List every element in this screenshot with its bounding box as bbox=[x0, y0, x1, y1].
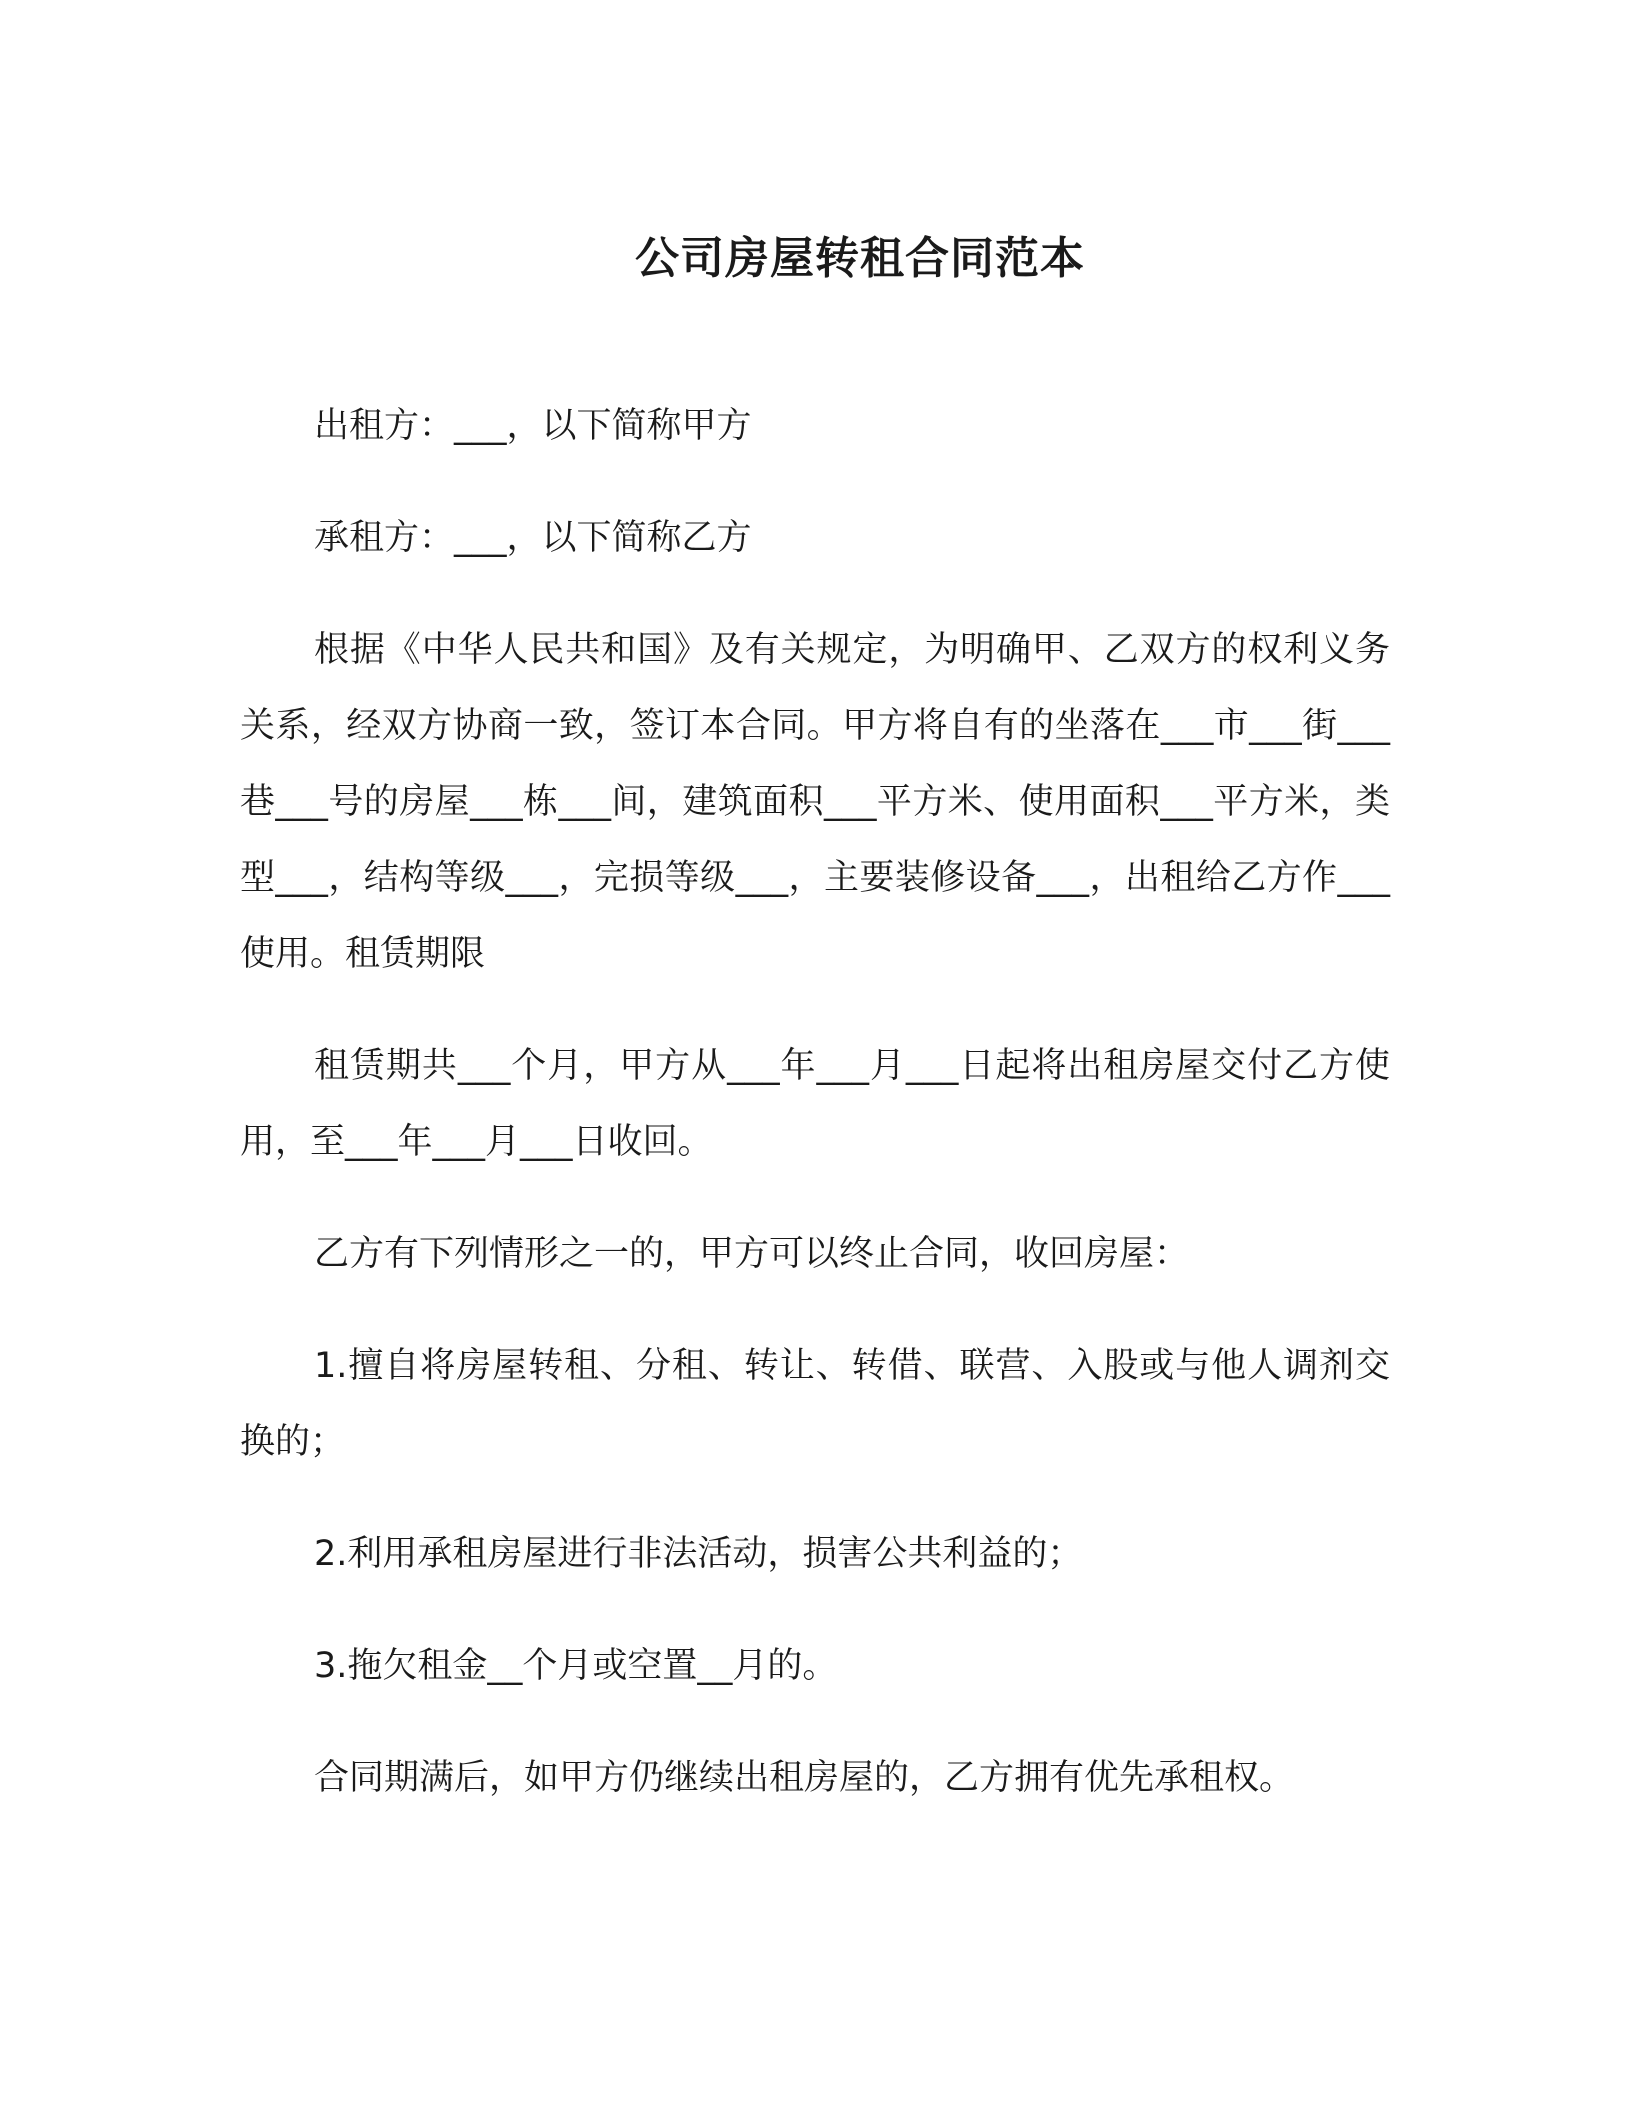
paragraph-lease-term: 租赁期共___个月，甲方从___年___月___日起将出租房屋交付乙方使用，至___年___月___日收回。 bbox=[240, 1046, 1390, 1162]
paragraph-lessor: 出租方：___，以下简称甲方 bbox=[314, 406, 752, 446]
paragraph-renewal: 合同期满后，如甲方仍继续出租房屋的，乙方拥有优先承租权。 bbox=[314, 1758, 1295, 1798]
paragraph-lessee: 承租方：___，以下简称乙方 bbox=[314, 518, 752, 558]
paragraph-clause-2: 2.利用承租房屋进行非法活动，损害公共利益的； bbox=[314, 1534, 1083, 1574]
paragraph-termination-intro: 乙方有下列情形之一的，甲方可以终止合同，收回房屋： bbox=[314, 1234, 1190, 1274]
paragraph-clause-3: 3.拖欠租金__个月或空置__月的。 bbox=[314, 1646, 838, 1686]
document-title: 公司房屋转租合同范本 bbox=[635, 233, 1085, 284]
document-body bbox=[240, 388, 1390, 1852]
paragraph-clause-1: 1.擅自将房屋转租、分租、转让、转借、联营、入股或与他人调剂交换的； bbox=[240, 1346, 1390, 1462]
paragraph-premises: 根据《中华人民共和国》及有关规定，为明确甲、乙双方的权利义务关系，经双方协商一致，签订本合同。甲方将自有的坐落在___市___街___巷___号的房屋___栋___间，建筑面积___平方米、使用面积___平方米，类型___，结构等级___，完损等级___，主要装修设备___，出租给乙方作___使用。租赁期限 bbox=[240, 630, 1390, 974]
